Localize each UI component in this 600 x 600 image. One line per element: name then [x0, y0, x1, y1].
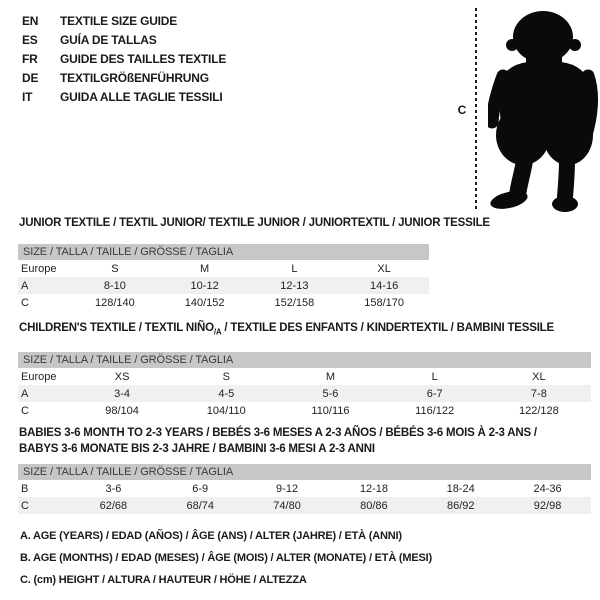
age-cell: 14-16 — [339, 277, 429, 294]
language-row-it — [22, 87, 226, 106]
title-text: / TEXTILE DES ENFANTS / KINDERTEXTIL / BAMBINI TESSILE — [221, 322, 554, 334]
row-label: C — [18, 497, 70, 514]
age-cell: 6-7 — [383, 385, 487, 402]
language-label: TEXTILE SIZE GUIDE — [60, 13, 178, 28]
size-header-bar: SIZE / TALLA / TAILLE / GRÖSSE / TAGLIA — [18, 244, 429, 260]
height-cell: 92/98 — [504, 497, 591, 514]
legend-line-b: B. AGE (MONTHS) / EDAD (MESES) / ÂGE (MOIS) / ALTER (MONATE) / ETÀ (MESI) — [20, 552, 432, 564]
age-cell: 9-12 — [276, 482, 299, 495]
row-label: A — [18, 385, 70, 402]
age-cell: 5-6 — [278, 385, 382, 402]
size-cell: S — [111, 262, 119, 275]
table-row-europe — [18, 368, 591, 385]
table-row-europe — [18, 260, 429, 277]
row-label: Europe — [21, 370, 57, 383]
table-row-age — [18, 385, 591, 402]
height-cell: 128/140 — [94, 296, 135, 309]
height-cell: 74/80 — [244, 497, 331, 514]
legend-line-a: A. AGE (YEARS) / EDAD (AÑOS) / ÂGE (ANS) / ALTER (JAHRE) / ETÀ (ANNI) — [20, 530, 402, 542]
legend-line-c: C. (cm) HEIGHT / ALTURA / HAUTEUR / HÖHE / ALTEZZA — [20, 574, 307, 586]
language-row-fr — [22, 49, 226, 68]
language-row-de — [22, 68, 226, 87]
childrens-section-title — [19, 322, 554, 336]
size-cell: XL — [532, 370, 546, 383]
height-cell: 62/68 — [70, 497, 157, 514]
age-cell: 24-36 — [533, 482, 562, 495]
age-cell: 7-8 — [487, 385, 591, 402]
language-code: FR — [22, 51, 38, 66]
height-cell: 152/158 — [274, 296, 315, 309]
size-header-bar: SIZE / TALLA / TAILLE / GRÖSSE / TAGLIA — [18, 464, 591, 480]
age-cell: 3-4 — [70, 385, 174, 402]
table-row-height — [18, 497, 591, 514]
measure-legend — [20, 530, 432, 596]
junior-section-title: JUNIOR TEXTILE / TEXTIL JUNIOR/ TEXTILE JUNIOR / JUNIORTEXTIL / JUNIOR TESSILE — [19, 217, 490, 229]
babies-size-table — [18, 464, 591, 514]
age-cell: 8-10 — [70, 277, 160, 294]
age-cell: 10-12 — [160, 277, 250, 294]
size-header-row — [18, 352, 591, 368]
height-cell: 80/86 — [330, 497, 417, 514]
title-text: CHILDREN'S TEXTILE / TEXTIL NIÑO — [19, 322, 214, 334]
language-code: IT — [22, 89, 33, 104]
size-header-row — [18, 244, 429, 260]
age-cell: 12-13 — [250, 277, 340, 294]
language-label: GUIDA ALLE TAGLIE TESSILI — [60, 89, 223, 104]
language-code: DE — [22, 70, 39, 85]
size-cell: L — [291, 262, 298, 275]
height-cell: 98/104 — [105, 404, 139, 417]
age-cell: 3-6 — [105, 482, 122, 495]
language-list — [22, 11, 226, 106]
size-cell: L — [431, 370, 438, 383]
table-row-height — [18, 294, 429, 311]
height-cell: 104/110 — [206, 404, 246, 417]
language-row-es — [22, 30, 226, 49]
language-row-en — [22, 11, 226, 30]
age-cell: 18-24 — [446, 482, 475, 495]
baby-silhouette-svg — [488, 8, 600, 213]
size-header-bar: SIZE / TALLA / TAILLE / GRÖSSE / TAGLIA — [18, 352, 591, 368]
babies-section-title-line2: BABYS 3-6 MONATE BIS 2-3 JAHRE / BAMBINI 3-6 MESI A 2-3 ANNI — [19, 443, 375, 455]
height-cell: 158/170 — [364, 296, 404, 309]
table-row-height — [18, 402, 591, 419]
row-label: Europe — [21, 262, 57, 275]
row-label: B — [21, 482, 29, 495]
size-header-row — [18, 464, 591, 480]
size-cell: M — [200, 262, 210, 275]
size-cell: XL — [377, 262, 391, 275]
height-measure-label: C — [457, 103, 467, 117]
language-label: TEXTILGRÖßENFÜHRUNG — [60, 70, 209, 85]
title-subscript: /A — [213, 327, 222, 337]
age-cell: 6-9 — [192, 482, 209, 495]
height-cell: 86/92 — [417, 497, 504, 514]
age-cell: 4-5 — [174, 385, 278, 402]
junior-size-table — [18, 244, 429, 311]
age-cell: 12-18 — [359, 482, 388, 495]
language-code: ES — [22, 32, 38, 47]
language-code: EN — [22, 13, 39, 28]
row-label: C — [21, 404, 29, 417]
height-cell: 122/128 — [518, 404, 559, 417]
row-label: A — [18, 277, 70, 294]
size-cell: M — [325, 370, 336, 383]
table-row-age-months — [18, 480, 591, 497]
height-measure-dotted-line — [475, 8, 477, 212]
baby-silhouette-icon — [488, 8, 600, 213]
height-cell: 140/152 — [184, 296, 225, 309]
childrens-size-table — [18, 352, 591, 419]
size-cell: XS — [114, 370, 130, 383]
height-cell: 68/74 — [157, 497, 244, 514]
row-label: C — [21, 296, 29, 309]
table-row-age — [18, 277, 429, 294]
babies-section-title-line1: BABIES 3-6 MONTH TO 2-3 YEARS / BEBÉS 3-6 MESES A 2-3 AÑOS / BÉBÉS 3-6 MOIS À 2-3 ANS / — [19, 427, 537, 439]
size-cell: S — [222, 370, 230, 383]
language-label: GUÍA DE TALLAS — [60, 32, 157, 47]
height-cell: 116/122 — [415, 404, 455, 417]
language-label: GUIDE DES TAILLES TEXTILE — [60, 51, 227, 66]
height-cell: 110/116 — [311, 404, 350, 417]
